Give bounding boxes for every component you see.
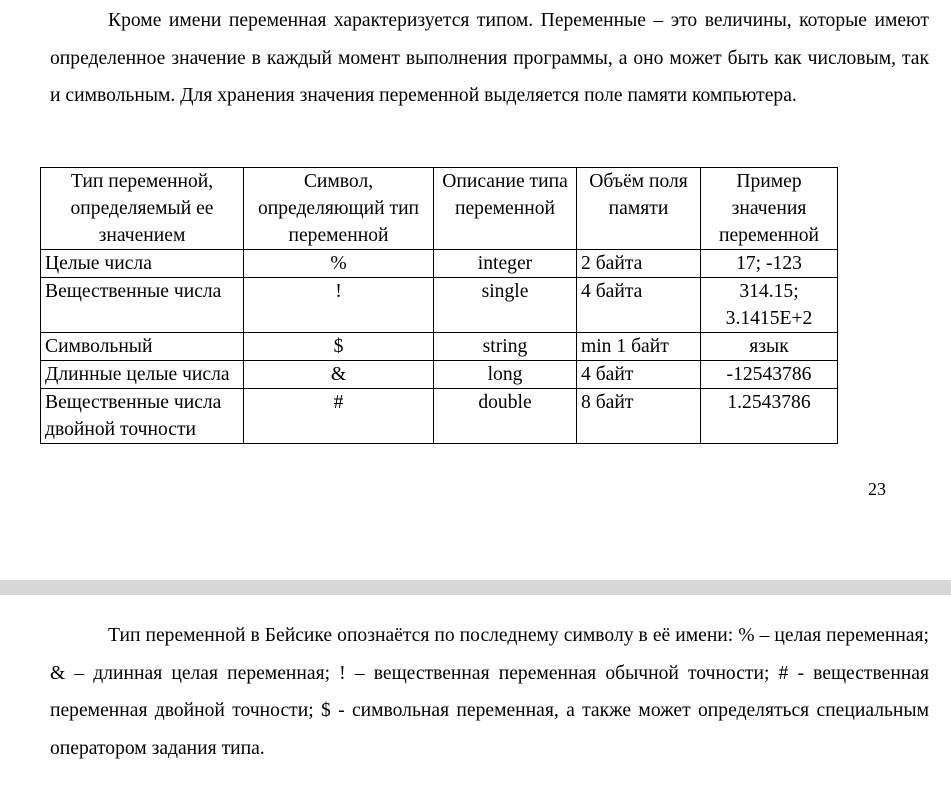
cell-description: long xyxy=(434,361,577,389)
cell-description: string xyxy=(434,333,577,361)
cell-description: single xyxy=(434,278,577,333)
cell-description: double xyxy=(434,389,577,444)
cell-symbol: % xyxy=(244,250,434,278)
cell-type: Символьный xyxy=(41,333,244,361)
cell-type: Длинные целые числа xyxy=(41,361,244,389)
table-row xyxy=(41,278,838,333)
header-memory: Объём поля памяти xyxy=(577,168,701,250)
cell-example: 17; -123 xyxy=(701,250,838,278)
cell-memory: min 1 байт xyxy=(577,333,701,361)
table-row xyxy=(41,361,838,389)
intro-paragraph: Кроме имени переменная характеризуется типом. Переменные – это величины, которые имеют определенное значение в каждый момент выполнения программы, а оно может быть как числовым, так и символьным. Для хранения значения переменной выделяется поле памяти компьютера. xyxy=(50,10,929,106)
header-type: Тип переменной, определяемый ее значением xyxy=(41,168,244,250)
variable-types-table xyxy=(40,167,838,444)
cell-example: 1.2543786 xyxy=(701,389,838,444)
page-number: 23 xyxy=(868,479,886,499)
cell-example: -12543786 xyxy=(701,361,838,389)
cell-example: язык xyxy=(701,333,838,361)
page-separator xyxy=(0,580,951,595)
cell-type: Вещественные числа xyxy=(41,278,244,333)
type-suffix-paragraph: Тип переменной в Бейсике опознаётся по последнему символу в её имени: % – целая переменная; & – длинная целая переменная; ! – вещественная переменная обычной точности; # - вещественная переменная двойной точности; $ - символьная переменная, а также может определяться специальным оператором задания типа. xyxy=(50,625,929,759)
header-symbol: Символ, определяющий тип переменной xyxy=(244,168,434,250)
table-row xyxy=(41,389,838,444)
header-description: Описание типа переменной xyxy=(434,168,577,250)
cell-symbol: # xyxy=(244,389,434,444)
cell-memory: 4 байта xyxy=(577,278,701,333)
cell-symbol: $ xyxy=(244,333,434,361)
cell-type: Вещественные числа двойной точности xyxy=(41,389,244,444)
table-row xyxy=(41,333,838,361)
cell-memory: 2 байта xyxy=(577,250,701,278)
cell-symbol: & xyxy=(244,361,434,389)
table-header-row xyxy=(41,168,838,250)
header-example: Пример значения переменной xyxy=(701,168,838,250)
cell-example: 314.15; 3.1415E+2 xyxy=(701,278,838,333)
cell-memory: 4 байт xyxy=(577,361,701,389)
document-page-bottom xyxy=(0,595,951,785)
cell-description: integer xyxy=(434,250,577,278)
cell-type: Целые числа xyxy=(41,250,244,278)
cell-memory: 8 байт xyxy=(577,389,701,444)
table-row xyxy=(41,250,838,278)
cell-symbol: ! xyxy=(244,278,434,333)
